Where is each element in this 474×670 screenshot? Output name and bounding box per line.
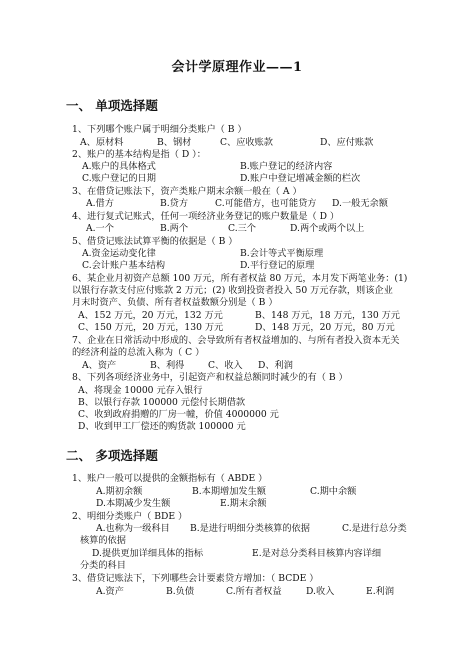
m3-option-b: B.负债 xyxy=(166,586,195,597)
m1-option-e: E.期末余额 xyxy=(220,498,267,509)
q3-option-a: A.借方 xyxy=(86,198,114,209)
m2-option-e: E.是对总分类科目核算内容详细 xyxy=(252,548,382,559)
question-4: 4、进行复式记账式，任何一项经济业务登记的账户数量是（ D ） xyxy=(72,211,340,222)
q2-option-c: C.账户登记的日期 xyxy=(82,173,156,184)
q8-option-b: B、以银行存款 100000 元偿付长期借款 xyxy=(78,397,246,408)
q1-option-b: B、钢材 xyxy=(157,137,192,148)
multi-question-2: 2、明细分类账户（ BDE ） xyxy=(72,511,188,522)
m3-option-e: E.利润 xyxy=(366,586,395,597)
question-5: 5、借贷记账法试算平衡的依据是（ B ） xyxy=(72,236,238,247)
q7-option-c: C、收入 xyxy=(208,360,243,371)
q7-option-d: D、利润 xyxy=(258,360,293,371)
q5-option-d: D.平行登记的原理 xyxy=(240,260,315,271)
question-1: 1、下列哪个账户属于明细分类账户（ B ） xyxy=(72,124,247,135)
q8-option-d: D、收到甲工厂偿还的购货款 100000 元 xyxy=(78,421,246,432)
q3-option-c: C.可能借方，也可能贷方 xyxy=(215,198,317,209)
section-heading-single-choice: 一、 单项选择题 xyxy=(66,98,158,113)
m2-option-b: B.是进行明细分类核算的依据 xyxy=(190,523,310,534)
q2-option-d: D.账户中登记增减金额的栏次 xyxy=(240,173,361,184)
question-6-line-3: 月末时资产、负债、所有者权益数额分别是（ B ） xyxy=(72,297,278,308)
m1-option-a: A.期初余额 xyxy=(96,486,143,497)
page-title: 会计学原理作业——1 xyxy=(171,60,303,75)
m1-option-c: C.期中余额 xyxy=(310,486,357,497)
q8-option-a: A、将现金 10000 元存入银行 xyxy=(78,385,203,396)
m3-option-d: D.收入 xyxy=(306,586,335,597)
q5-option-a: A.资金运动变化律 xyxy=(82,248,156,259)
m2-option-e-cont: 分类的科目 xyxy=(80,560,126,571)
m3-option-a: A.资产 xyxy=(96,586,124,597)
m2-option-c: C.是进行总分类 xyxy=(342,523,407,534)
q1-option-c: C、应收账款 xyxy=(220,137,273,148)
question-2: 2、账户的基本结构是指（ D ）： xyxy=(72,149,206,160)
m2-option-a: A.也称为一级科目 xyxy=(96,523,170,534)
q5-option-b: B.会计等式平衡原理 xyxy=(240,248,324,259)
q4-option-b: B.两个 xyxy=(160,223,189,234)
question-8: 8、下列各项经济业务中，引起资产和权益总额同时减少的有（ B ） xyxy=(72,372,348,383)
q1-option-a: A、原材料 xyxy=(80,137,124,148)
m2-option-c-cont: 核算的依据 xyxy=(80,535,126,546)
multi-question-1: 1、账户一般可以提供的金额指标有（ ABDE ） xyxy=(72,473,268,484)
q6-option-c: C、150 万元，20 万元，130 万元 xyxy=(78,322,224,333)
m1-option-b: B.本期增加发生额 xyxy=(192,486,266,497)
q2-option-a: A.账户的具体格式 xyxy=(82,161,156,172)
q4-option-d: D.两个或两个以上 xyxy=(290,223,365,234)
q2-option-b: B.账户登记的经济内容 xyxy=(240,161,333,172)
q6-option-b: B、148 万元，18 万元，130 万元 xyxy=(255,310,400,321)
q5-option-c: C.会计账户基本结构 xyxy=(82,260,166,271)
question-6-line-1: 6、某企业月初资产总额 100 万元，所有者权益 80 万元，本月发下两笔业务：(1) xyxy=(72,273,408,284)
q6-option-d: D、148 万元，20 万元，80 万元 xyxy=(255,322,395,333)
q4-option-c: C.三个 xyxy=(228,223,256,234)
question-6-line-2: 以银行存款支付应付账款 2 万元；(2) 收到投资者投入 50 万元存款，则该企业 xyxy=(72,285,393,296)
q7-option-a: A、资产 xyxy=(82,360,117,371)
section-heading-multiple-choice: 二、 多项选择题 xyxy=(66,448,158,463)
question-3: 3、在借贷记账法下，资产类账户期末余额一般在（ A ） xyxy=(72,186,302,197)
q1-option-d: D、应付账款 xyxy=(320,137,374,148)
q6-option-a: A、152 万元，20 万元，132 万元 xyxy=(78,310,223,321)
q8-option-c: C、收到政府捐赠的厂房一幢，价值 4000000 元 xyxy=(78,409,279,420)
question-7-line-2: 的经济利益的总流入称为（ C ） xyxy=(72,347,205,358)
q7-option-b: B、利得 xyxy=(150,360,185,371)
m1-option-d: D.本期减少发生额 xyxy=(96,498,171,509)
multi-question-3: 3、借贷记账法下，下列哪些会计要素贷方增加：（ BCDE ） xyxy=(72,573,319,584)
m2-option-d: D.提供更加详细具体的指标 xyxy=(92,548,204,559)
m3-option-c: C.所有者权益 xyxy=(226,586,282,597)
q3-option-b: B.贷方 xyxy=(160,198,189,209)
q3-option-d: D.一般无余额 xyxy=(332,198,388,209)
question-7-line-1: 7、企业在日常活动中形成的、会导致所有者权益增加的、与所有者投入资本无关 xyxy=(72,335,400,346)
q4-option-a: A.一个 xyxy=(86,223,114,234)
